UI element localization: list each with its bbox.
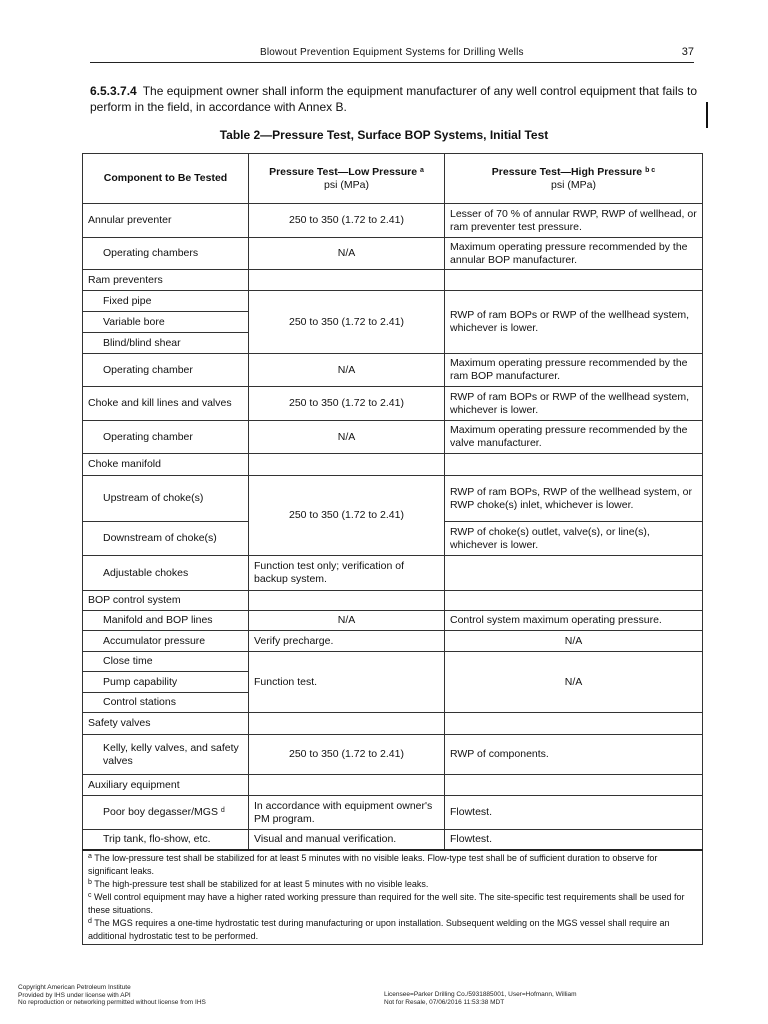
row-component: Annular preventer	[83, 204, 249, 238]
row-component: Operating chamber	[83, 354, 249, 387]
row-low: N/A	[249, 611, 445, 631]
header-component: Component to Be Tested	[83, 154, 249, 204]
degasser-sup: d	[220, 807, 225, 814]
row-high: Lesser of 70 % of annular RWP, RWP of wellhead, or ram preventer test pressure.	[445, 204, 703, 238]
table-notes	[83, 850, 703, 945]
row-component: Safety valves	[83, 713, 249, 735]
table-notes-row	[83, 850, 703, 945]
table-header-row	[83, 154, 703, 204]
table-row	[83, 611, 703, 631]
row-low	[249, 454, 445, 476]
row-component: Operating chamber	[83, 421, 249, 454]
row-low: Verify precharge.	[249, 631, 445, 652]
row-low	[249, 270, 445, 291]
header-low-units: psi (MPa)	[324, 178, 369, 191]
pressure-test-table	[82, 153, 703, 945]
row-high	[445, 713, 703, 735]
row-component: Kelly, kelly valves, and safety valves	[83, 735, 249, 775]
row-component	[83, 796, 249, 830]
row-low: 250 to 350 (1.72 to 2.41)	[249, 735, 445, 775]
row-high: Flowtest.	[445, 830, 703, 850]
table-row	[83, 270, 703, 291]
row-low: 250 to 350 (1.72 to 2.41)	[249, 291, 445, 354]
row-low	[249, 713, 445, 735]
header-low-pressure	[249, 154, 445, 204]
row-high: RWP of components.	[445, 735, 703, 775]
row-low: Visual and manual verification.	[249, 830, 445, 850]
note-d: $^d$ The MGS requires a one-time hydrostatic test during manufacturing or upon installation. Subsequent welding on the MGS vessel shall require an additional hydrostatic test to be performed.	[88, 917, 670, 941]
row-high	[445, 775, 703, 796]
footer-license: Licensee=Parker Drilling Co./5931885001, User=Hofmann, William Not for Resale, 07/06/2016 11:53:38 MDT	[384, 991, 577, 1006]
row-low: Function test only; verification of backup system.	[249, 556, 445, 591]
row-component: Control stations	[83, 693, 249, 713]
row-low	[249, 591, 445, 611]
page-number: 37	[681, 46, 694, 58]
row-component: Pump capability	[83, 672, 249, 693]
row-component: Upstream of choke(s)	[83, 476, 249, 522]
table-row	[83, 713, 703, 735]
table-row	[83, 796, 703, 830]
row-component: Fixed pipe	[83, 291, 249, 312]
row-low: 250 to 350 (1.72 to 2.41)	[249, 204, 445, 238]
row-high	[445, 270, 703, 291]
table-row	[83, 775, 703, 796]
row-high: Maximum operating pressure recommended by the ram BOP manufacturer.	[445, 354, 703, 387]
row-component: Close time	[83, 652, 249, 672]
table-row	[83, 387, 703, 421]
row-component: Variable bore	[83, 312, 249, 333]
row-component: Accumulator pressure	[83, 631, 249, 652]
table-row	[83, 652, 703, 672]
table-row	[83, 454, 703, 476]
header-rule	[90, 62, 694, 63]
row-component: Adjustable chokes	[83, 556, 249, 591]
running-header-title: Blowout Prevention Equipment Systems for Drilling Wells	[260, 47, 524, 58]
row-high: RWP of ram BOPs, RWP of the wellhead system, or RWP choke(s) inlet, whichever is lower.	[445, 476, 703, 522]
row-component: Choke and kill lines and valves	[83, 387, 249, 421]
table-row	[83, 421, 703, 454]
section-number: 6.5.3.7.4	[90, 84, 137, 98]
table-row	[83, 830, 703, 850]
row-low	[249, 775, 445, 796]
row-component: BOP control system	[83, 591, 249, 611]
row-component: Trip tank, flo-show, etc.	[83, 830, 249, 850]
table-row	[83, 291, 703, 312]
table-row	[83, 631, 703, 652]
note-c: $^c$ Well control equipment may have a higher rated working pressure than required for the well site. The site-specific test requirements shall be used for these situations.	[88, 891, 685, 915]
table-row	[83, 238, 703, 270]
row-component: Operating chambers	[83, 238, 249, 270]
row-high: Flowtest.	[445, 796, 703, 830]
row-high: Maximum operating pressure recommended by the valve manufacturer.	[445, 421, 703, 454]
note-b: $^b$ The high-pressure test shall be stabilized for at least 5 minutes with no visible leaks.	[88, 878, 429, 889]
change-bar	[706, 102, 708, 128]
table-caption: Table 2—Pressure Test, Surface BOP Systems, Initial Test	[219, 128, 549, 142]
row-low: Function test.	[249, 652, 445, 713]
row-low: N/A	[249, 238, 445, 270]
row-low: N/A	[249, 354, 445, 387]
row-high: Maximum operating pressure recommended by the annular BOP manufacturer.	[445, 238, 703, 270]
row-high	[445, 591, 703, 611]
table-row	[83, 354, 703, 387]
header-low-sup: a	[420, 166, 424, 174]
header-high-pressure	[445, 154, 703, 204]
table-row	[83, 476, 703, 522]
row-component: Manifold and BOP lines	[83, 611, 249, 631]
header-high-units: psi (MPa)	[551, 178, 596, 191]
table-row	[83, 735, 703, 775]
header-high-sup: b c	[645, 166, 656, 174]
row-component: Auxiliary equipment	[83, 775, 249, 796]
row-high: Control system maximum operating pressure.	[445, 611, 703, 631]
row-high	[445, 454, 703, 476]
header-high-title: Pressure Test—High Pressure	[491, 165, 643, 178]
header-low-title: Pressure Test—Low Pressure	[269, 165, 418, 178]
row-high: RWP of ram BOPs or RWP of the wellhead system, whichever is lower.	[445, 291, 703, 354]
footer-copyright: Copyright American Petroleum Institute Provided by IHS under license with API No reproduction or networking permitted without license from IHS	[18, 984, 206, 1006]
note-a: $^a$ The low-pressure test shall be stabilized for at least 5 minutes with no visible leaks. Flow-type test shall be of sufficient duration to observe for significant leaks.	[88, 852, 658, 876]
row-low: N/A	[249, 421, 445, 454]
section-text: The equipment owner shall inform the equipment manufacturer of any well control equipment that fails to perform in the field, in accordance with Annex B.	[90, 84, 698, 114]
row-component: Downstream of choke(s)	[83, 522, 249, 556]
degasser-label: Poor boy degasser/MGS	[103, 806, 218, 818]
table-row	[83, 556, 703, 591]
row-low: 250 to 350 (1.72 to 2.41)	[249, 476, 445, 556]
row-component: Blind/blind shear	[83, 333, 249, 354]
row-high	[445, 556, 703, 591]
row-low: In accordance with equipment owner's PM program.	[249, 796, 445, 830]
table-row	[83, 204, 703, 238]
row-high: RWP of ram BOPs or RWP of the wellhead system, whichever is lower.	[445, 387, 703, 421]
row-high: RWP of choke(s) outlet, valve(s), or line(s), whichever is lower.	[445, 522, 703, 556]
row-component: Ram preventers	[83, 270, 249, 291]
row-high: N/A	[445, 631, 703, 652]
section-paragraph	[90, 83, 698, 115]
row-high: N/A	[445, 652, 703, 713]
row-low: 250 to 350 (1.72 to 2.41)	[249, 387, 445, 421]
table-row	[83, 591, 703, 611]
row-component: Choke manifold	[83, 454, 249, 476]
